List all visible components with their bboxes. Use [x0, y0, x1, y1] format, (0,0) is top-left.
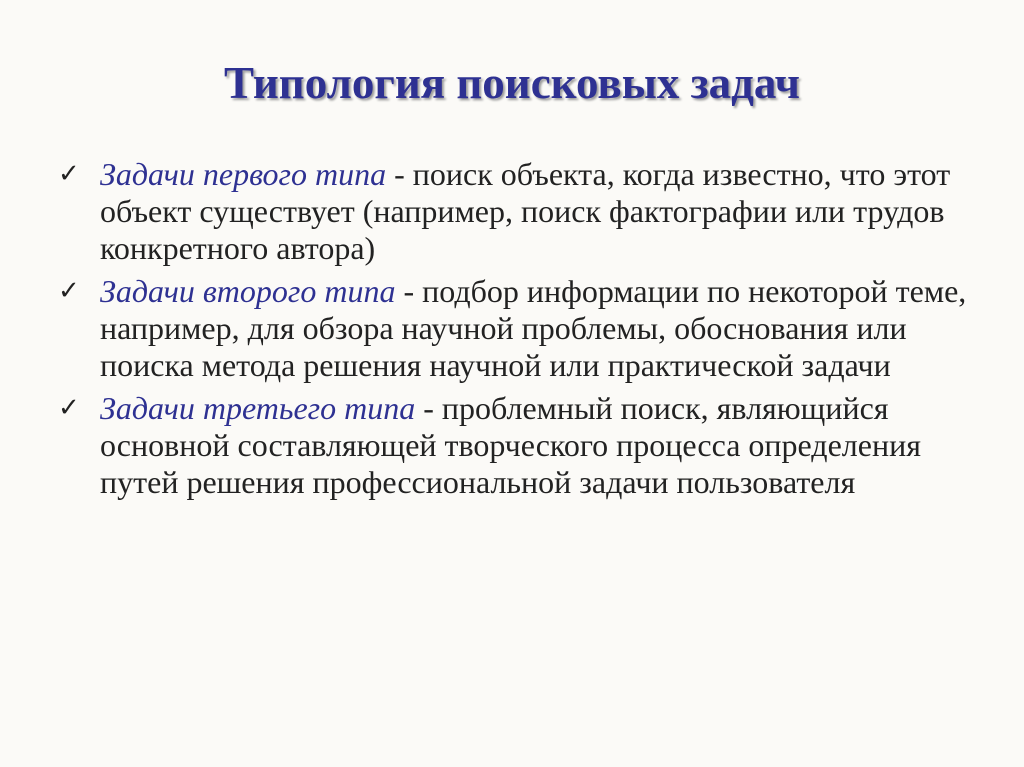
- check-mark-icon: ✓: [58, 393, 80, 423]
- list-item: [58, 390, 978, 501]
- list-item: [58, 156, 978, 267]
- item-term: Задачи первого типа: [100, 156, 387, 192]
- bullet-list: [58, 156, 978, 507]
- item-text: - поиск объекта, когда известно, что этот объект существует (например, поиск фактографии или трудов конкретного автора): [100, 156, 951, 266]
- item-term: Задачи второго типа: [100, 273, 396, 309]
- item-term: Задачи третьего типа: [100, 390, 416, 426]
- item-text: - подбор информации по некоторой теме, например, для обзора научной проблемы, обоснования или поиска метода решения научной или практической задачи: [100, 273, 967, 383]
- check-mark-icon: ✓: [58, 276, 80, 306]
- slide-title: Типология поисковых задач: [223, 58, 800, 108]
- item-text: - проблемный поиск, являющийся основной составляющей творческого процесса определения путей решения профессиональной задачи пользователя: [100, 390, 921, 500]
- check-mark-icon: ✓: [58, 159, 80, 189]
- list-item: [58, 273, 978, 384]
